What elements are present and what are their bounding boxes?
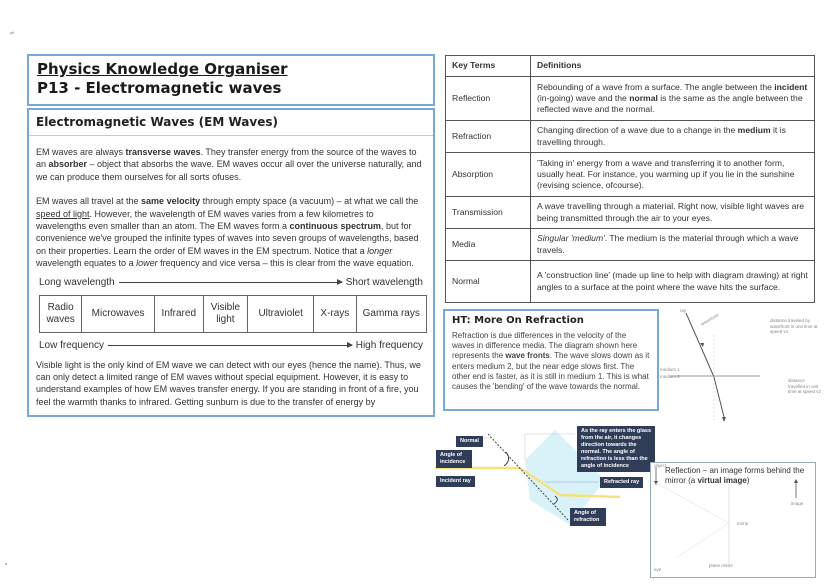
wavelength-axis: [29, 276, 433, 290]
bold-term: normal: [629, 92, 658, 103]
text: Rebounding of a wave from a surface. The angle between the: [537, 81, 775, 92]
term-cell: Media: [446, 229, 531, 261]
text: frequency and vice versa – this is clear from the wave equation.: [157, 258, 414, 269]
section-heading: HT: More On Refraction: [452, 315, 584, 326]
band-gamma: Gamma rays: [356, 295, 427, 332]
distance1-label: distance traveled by wavefront in unit time at speed v1: [770, 318, 818, 334]
text: is the same as the angle between the reflected wave and the normal.: [537, 92, 803, 115]
band-xrays: X-rays: [314, 295, 356, 332]
term-cell: Normal: [446, 261, 531, 303]
text: Refraction is due differences in the velocity of the waves in difference media. The diagram shown here represents the: [452, 331, 638, 361]
arrow-right-icon: [108, 345, 352, 346]
section-heading: Electromagnetic Waves (EM Waves): [29, 110, 433, 136]
angle-of-refraction-label: Angle of refraction: [570, 508, 606, 526]
em-spectrum-table: [39, 295, 427, 333]
text: ): [746, 476, 750, 485]
medium1-label: medium 1: [660, 367, 680, 372]
text: wavelength equates to a: [36, 258, 137, 269]
column-header-definition: Definitions: [531, 56, 815, 77]
bold-term: same velocity: [141, 196, 201, 207]
text: . The wave slows down as it enters medium 2, but the near edge slows first. The other end is faster, as it is still in medium 1. This is what causes the 'bending' of the wave towards the normal.: [452, 351, 650, 392]
text: . However, the wavelength of EM waves varies from a few kilometres to wavelengths even smaller than an atom. The EM waves form a: [36, 208, 374, 232]
text: Changing direction of a wave due to a change in the: [537, 125, 738, 136]
text: – object that absorbs the wave. EM waves occur all over the universe naturally, and we can produce them ourselves for all sorts ofuses.: [36, 159, 422, 182]
distance2-label: distance travelled in unit time at speed v2: [788, 378, 822, 394]
key-terms-table: [445, 55, 815, 303]
term-cell: Transmission: [446, 197, 531, 229]
bold-term: wave fronts: [505, 351, 550, 361]
angle-of-incidence-label: Angle of incidence: [436, 450, 472, 468]
text: EM waves all travel at the: [36, 196, 142, 207]
text: . They transfer energy from the source of the waves to an: [36, 147, 417, 170]
frequency-axis: [29, 339, 433, 353]
text: through empty space (a vacuum) – at what we call the: [200, 196, 419, 207]
plane-mirror-label: plane mirror: [709, 563, 734, 568]
definition-cell: A 'construction line' (made up line to help with diagram drawing) at right angles to a surface at the point where the wave hits the surface.: [531, 261, 815, 303]
title-box: [27, 54, 435, 106]
underlined-term: speed of light: [36, 208, 90, 219]
paragraph-intro: [29, 146, 433, 183]
table-row: [446, 77, 815, 121]
refraction-note-label: As the ray enters the glass from the air, it changes direction towards the normal. The angle of refraction is less than the angle of incidence: [577, 426, 655, 472]
wavefront-label: wavefront: [699, 312, 720, 327]
text: , but for convenience we've grouped the infinite types of waves into seven groups of wavelengths, based on their properties. Learn the order of EM waves in the EM spectrum. Notice that a: [36, 221, 419, 256]
image-label: image: [791, 501, 804, 506]
definition-cell: [531, 77, 815, 121]
term-cell: Absorption: [446, 153, 531, 197]
italic-term: Singular 'medium': [537, 233, 605, 244]
eye-icon: eye: [654, 567, 662, 572]
scan-mark: [5, 563, 7, 565]
paragraph-visible-light: Visible light is the only kind of EM wave we can detect with our eyes (hence the name). Thus, we can only detect a limited range of EM waves without special equipment. However, it is easy to understand examples of how EM waves transfer energy. If you are standing in front of a fire, you feel the warmth thanks to infrared. Getting sunburn is due to the transfer of energy by: [36, 359, 421, 407]
table-header-row: [446, 56, 815, 77]
low-frequency-label: Low frequency: [39, 340, 105, 352]
medium2-label: medium 2: [660, 374, 680, 379]
bold-term: incident: [774, 81, 808, 92]
band-visible: Visible light: [203, 295, 247, 332]
band-radio: Radio waves: [40, 295, 82, 332]
band-ultraviolet: Ultraviolet: [248, 295, 314, 332]
object-label: object: [654, 463, 667, 468]
table-row: [446, 229, 815, 261]
definition-cell: 'Taking in' energy from a wave and transferring it to another form, usually heat. For instance, you warming up if you lie in the sunshine (revising science, ofcourse).: [531, 153, 815, 197]
scan-mark: [10, 31, 14, 34]
wavefront-diagram: [660, 305, 825, 440]
ht-refraction-section: [443, 309, 659, 411]
table-row: [446, 121, 815, 153]
reflection-diagram: [650, 462, 816, 578]
term-cell: Reflection: [446, 77, 531, 121]
long-wavelength-label: Long wavelength: [39, 277, 115, 289]
table-row: [446, 153, 815, 197]
bold-term: medium: [737, 125, 771, 136]
italic-term: longer: [367, 245, 393, 256]
term-cell: Refraction: [446, 121, 531, 153]
normal-label: Normal: [456, 436, 483, 447]
bold-term: transverse waves: [125, 147, 201, 157]
text: EM waves are always: [36, 147, 126, 157]
paragraph-velocity: [29, 195, 433, 269]
reflection-caption: [665, 466, 815, 486]
definition-cell: [531, 121, 815, 153]
text: . The medium is the material through which a wave travels.: [537, 233, 799, 255]
text: it is travelling through.: [537, 125, 786, 147]
table-row: [446, 197, 815, 229]
arrow-right-icon: [119, 282, 342, 283]
mirror-label: mirror: [737, 521, 749, 526]
definition-cell: A wave travelling through a material. Right now, visible light waves are being transmitted through the air to your eyes.: [531, 197, 815, 229]
bold-term: continuous spectrum: [289, 221, 381, 232]
definition-cell: [531, 229, 815, 261]
italic-term: lower: [136, 258, 158, 269]
refracted-ray-label: Refracted ray: [600, 477, 643, 488]
incident-ray-label: Incident ray: [436, 476, 475, 487]
bold-term: virtual image: [697, 476, 747, 485]
bold-term: absorber: [48, 159, 88, 170]
text: (in-going) wave and the: [537, 92, 630, 103]
high-frequency-label: High frequency: [355, 340, 423, 352]
band-infrared: Infrared: [154, 295, 203, 332]
ray-label: ray: [680, 308, 687, 313]
refraction-diagram: [420, 420, 655, 535]
text: Reflection – an image forms behind the mirror (a: [665, 466, 805, 485]
band-microwaves: Microwaves: [82, 295, 155, 332]
em-waves-section: [27, 108, 435, 417]
page-title: Physics Knowledge Organiser: [37, 60, 288, 78]
short-wavelength-label: Short wavelength: [345, 277, 423, 289]
column-header-term: Key Terms: [446, 56, 531, 77]
page-subtitle: P13 - Electromagnetic waves: [37, 79, 282, 97]
table-row: [446, 261, 815, 303]
refraction-explanation: [445, 329, 657, 394]
